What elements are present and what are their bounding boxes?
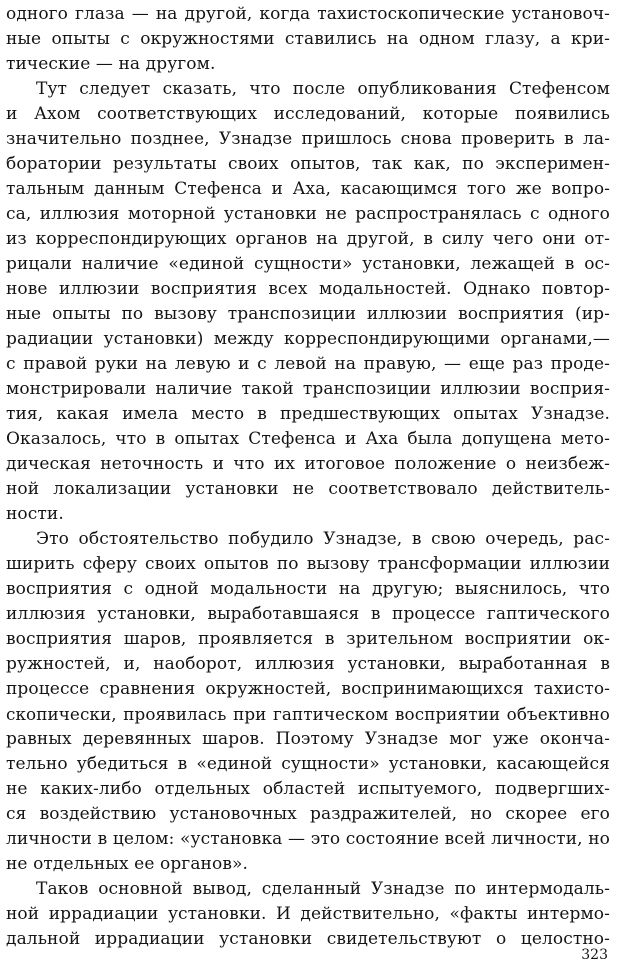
text-line: восприятия с одной модальности на другую; выяснилось, что — [6, 579, 610, 599]
text-line: Оказалось, что в опытах Стефенса и Аха была допущена мето- — [6, 429, 610, 449]
text-line: ной локализации установки не соответствовало действитель- — [6, 479, 610, 499]
text-line: тия, какая имела место в предшествующих опытах Узнадзе. — [6, 404, 610, 424]
text-line: процессе сравнения окружностей, воспринимающихся тахисто- — [6, 679, 610, 699]
text-line: одного глаза — на другой, когда тахистоскопические установоч- — [6, 4, 610, 24]
text-line: Это обстоятельство побудило Узнадзе, в свою очередь, рас- — [36, 529, 610, 549]
text-line: нове иллюзии восприятия всех модальностей. Однако повтор- — [6, 279, 610, 299]
text-line: личности в целом: «установка — это состояние всей личности, но — [6, 829, 610, 849]
body-text — [6, 2, 610, 952]
text-line: с правой руки на левую и с левой на правую, — еще раз проде- — [6, 354, 610, 374]
text-line: ные опыты с окружностями ставились на одном глазу, а кри- — [6, 29, 610, 49]
text-line: дическая неточность и что их итоговое положение о неизбеж- — [6, 454, 610, 474]
text-line: радиации установки) между корреспондирующими органами,— — [6, 329, 610, 349]
text-line: не каких-либо отдельных областей испытуемого, подвергших- — [6, 779, 610, 799]
text-line: и Ахом соответствующих исследований, которые появились — [6, 104, 610, 124]
text-line: тельно убедиться в «единой сущности» установки, касающейся — [6, 754, 610, 774]
text-line: из корреспондирующих органов на другой, в силу чего они от- — [6, 229, 610, 249]
text-line: Тут следует сказать, что после опубликования Стефенсом — [36, 79, 610, 99]
text-line: иллюзия установки, выработавшаяся в процессе гаптического — [6, 604, 610, 624]
text-line: значительно позднее, Узнадзе пришлось снова проверить в ла- — [6, 129, 610, 149]
text-line: тические — на другом. — [6, 54, 216, 74]
text-line: ширить сферу своих опытов по вызову трансформации иллюзии — [6, 554, 610, 574]
page-number: 323 — [581, 947, 608, 963]
text-line: са, иллюзия моторной установки не распространялась с одного — [6, 204, 610, 224]
text-line: Таков основной вывод, сделанный Узнадзе по интермодаль- — [36, 879, 610, 899]
text-line: монстрировали наличие такой транспозиции иллюзии восприя- — [6, 379, 610, 399]
text-line: тальным данным Стефенса и Аха, касающимся того же вопро- — [6, 179, 610, 199]
text-line: скопически, проявилась при гаптическом восприятии объективно — [6, 704, 610, 724]
text-line: ные опыты по вызову транспозиции иллюзии восприятия (ир- — [6, 304, 610, 324]
text-line: ся воздействию установочных раздражителей, но скорее его — [6, 804, 610, 824]
text-line: ной иррадиации установки. И действительно, «факты интермо- — [6, 904, 610, 924]
text-line: ности. — [6, 504, 64, 524]
text-line: равных деревянных шаров. Поэтому Узнадзе мог уже оконча- — [6, 729, 610, 749]
text-line: боратории результаты своих опытов, так как, по эксперимен- — [6, 154, 610, 174]
text-line: ружностей, и, наоборот, иллюзия установки, выработанная в — [6, 654, 610, 674]
text-line: дальной иррадиации установки свидетельствуют о целостно- — [6, 929, 610, 949]
text-line: восприятия шаров, проявляется в зрительном восприятии ок- — [6, 629, 610, 649]
text-line: рицали наличие «единой сущности» установки, лежащей в ос- — [6, 254, 610, 274]
text-line: не отдельных ее органов». — [6, 854, 248, 874]
